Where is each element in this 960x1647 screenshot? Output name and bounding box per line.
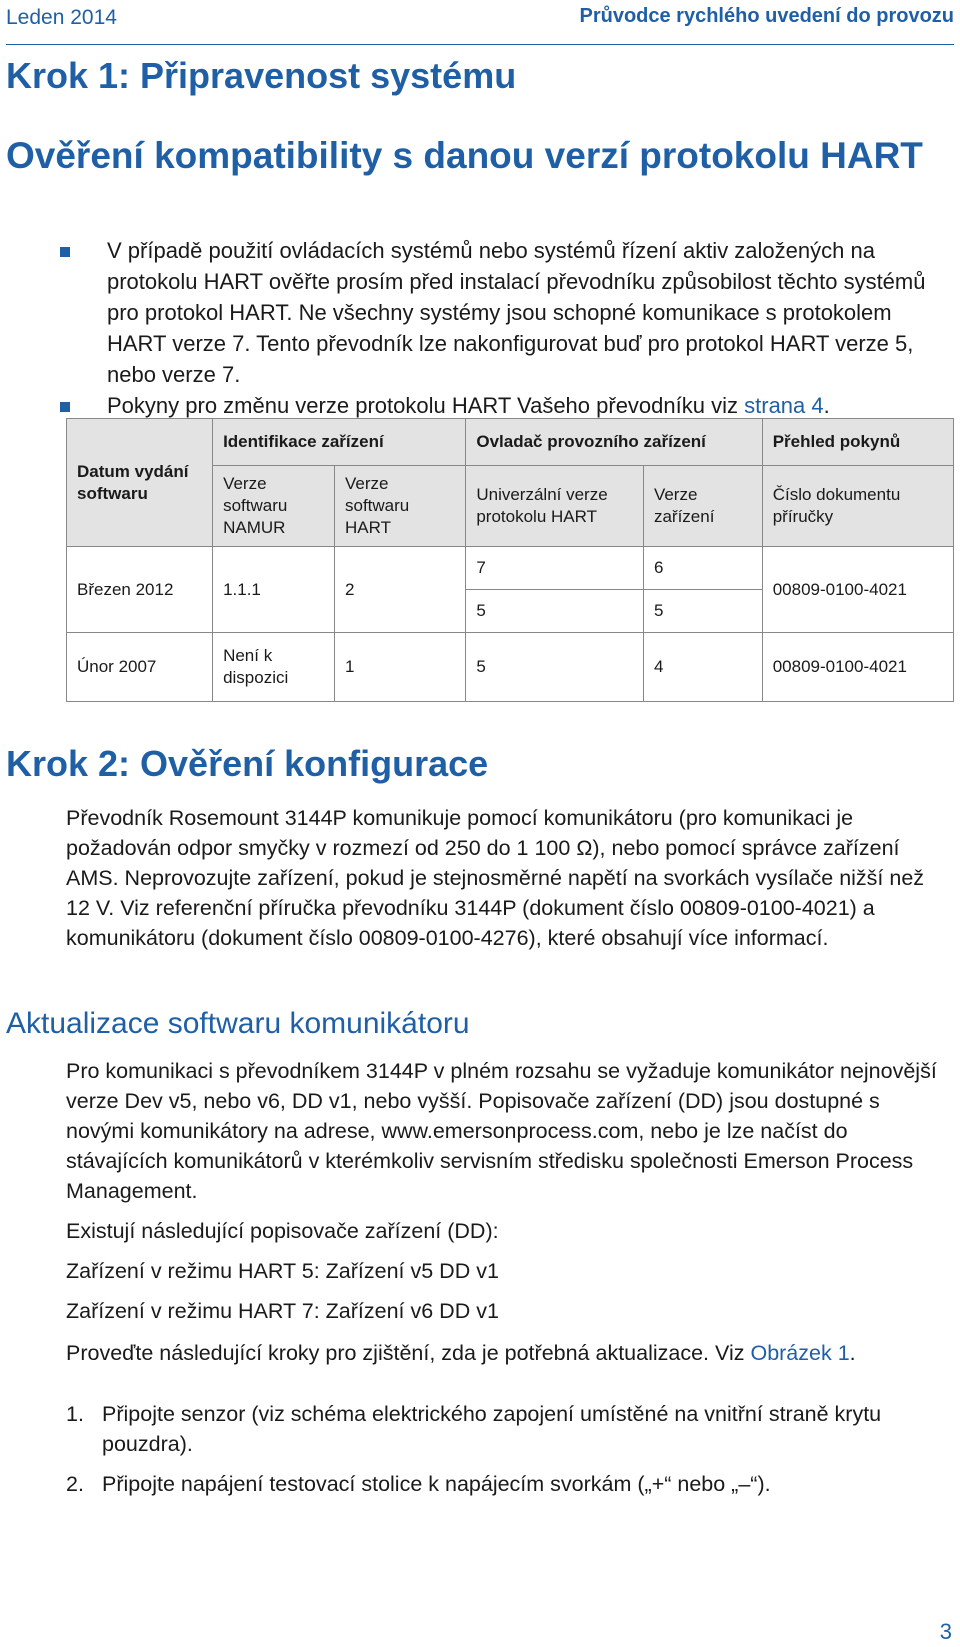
col-doc-number: Číslo dokumentu příručky [762,466,953,547]
cell-namur: 1.1.1 [213,547,335,633]
cell-universal: 5 [466,633,644,702]
compatibility-table [66,418,954,702]
col-namur: Verze softwaru NAMUR [213,466,335,547]
cell-date: Únor 2007 [67,633,213,702]
bullet-text: Pokyny pro změnu verze protokolu HART Vašeho převodníku viz [107,393,738,418]
step2-title: Krok 2: Ověření konfigurace [6,743,489,784]
update-paragraph-2: Existují následující popisovače zařízení (DD): [66,1219,499,1243]
step1-title: Krok 1: Připravenost systému [6,55,517,96]
cell-universal: 5 [466,590,644,633]
col-universal: Univerzální verze protokolu HART [466,466,644,547]
bullet-end: . [823,393,830,418]
bullet-item [60,390,940,421]
cell-device: 4 [643,633,762,702]
col-release-date: Datum vydání softwaru [67,419,213,547]
update-paragraph-1: Pro komunikaci s převodníkem 3144P v plném rozsahu se vyžaduje komunikátor nejnovější verze Dev v5, nebo v6, DD v1, nebo vyšší. Popisovače zařízení (DD) jsou dostupné s novými komunikátory na adrese, www.emersonprocess.com, nebo je lze načíst do stávajících komunikátorů v kterémkoliv servisním středisku společnosti Emerson Process Management. [66,1059,937,1203]
cell-device: 5 [643,590,762,633]
bullet-item [60,235,940,390]
bullet-square-icon [60,247,70,257]
cell-universal: 7 [466,547,644,590]
col-hart-sw: Verze softwaru HART [334,466,465,547]
header-guide-title: Průvodce rychlého uvedení do provozu [579,5,954,27]
cell-device: 6 [643,547,762,590]
steps-list [66,1399,946,1509]
bullet-square-icon [60,402,70,412]
page-number: 3 [939,1619,952,1644]
cell-doc: 00809-0100-4021 [762,633,953,702]
table-row [67,547,954,590]
update-paragraph-5 [66,1338,946,1368]
step-text: Připojte napájení testovací stolice k napájecím svorkám („+“ nebo „–“). [102,1472,771,1496]
update-paragraph-3: Zařízení v režimu HART 5: Zařízení v5 DD v1 [66,1259,499,1283]
cell-namur: Není k dispozici [213,633,335,702]
update-title: Aktualizace softwaru komunikátoru [6,1007,470,1040]
col-device-version: Verze zařízení [643,466,762,547]
step2-paragraph: Převodník Rosemount 3144P komunikuje pomocí komunikátoru (pro komunikaci je požadován odpor smyčky v rozmezí od 250 do 1 100 Ω), nebo pomocí správce zařízení AMS. Neprovozujte zařízení, pokud je stejnosměrné napětí na svorkách vysílače nižší než 12 V. Viz referenční příručka převodníku 3144P (dokument číslo 00809-0100-4021) a komunikátoru (dokument číslo 00809-0100-4276), které obsahují více informací. [66,806,925,950]
step-number: 2. [66,1472,84,1496]
header-rule [6,44,954,45]
step-number: 1. [66,1402,84,1426]
cell-date: Březen 2012 [67,547,213,633]
list-item [66,1399,946,1459]
step-text: Připojte senzor (viz schéma elektrického zapojení umístěné na vnitřní straně krytu pouzdra). [102,1402,882,1456]
cell-hart: 2 [334,547,465,633]
group-field-driver: Ovladač provozního zařízení [466,419,762,466]
header-date: Leden 2014 [6,6,117,29]
table-row [67,633,954,702]
update-paragraph-5-end: . [849,1341,856,1365]
step1-bullets [60,235,940,421]
bullet-text: V případě použití ovládacích systémů nebo systémů řízení aktiv založených na protokolu HART ověřte prosím před instalací převodníku způsobilost těchto systémů pro protokol HART. Ne všechny systémy jsou schopné komunikace s protokolem HART verze 7. Tento převodník lze nakonfigurovat buď pro protokol HART verze 5, nebo verze 7. [107,238,926,387]
page-link[interactable]: strana 4 [744,393,824,418]
compat-subtitle: Ověření kompatibility s danou verzí protokolu HART [6,135,923,176]
group-device-id: Identifikace zařízení [213,419,466,466]
update-paragraph-5-text: Proveďte následující kroky pro zjištění, zda je potřebná aktualizace. Viz [66,1341,745,1365]
list-item [66,1469,946,1499]
figure-link[interactable]: Obrázek 1 [750,1341,850,1365]
group-overview: Přehled pokynů [762,419,953,466]
cell-doc: 00809-0100-4021 [762,547,953,633]
cell-hart: 1 [334,633,465,702]
update-paragraph-4: Zařízení v režimu HART 7: Zařízení v6 DD v1 [66,1299,499,1323]
